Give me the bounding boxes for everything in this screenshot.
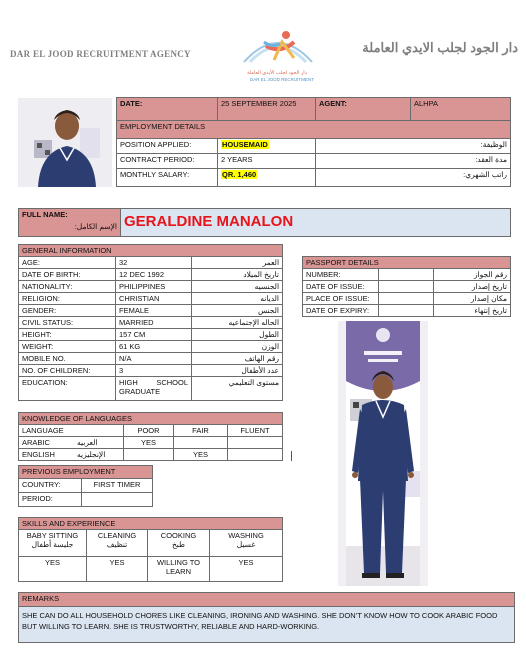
salary-value: QR. 1,460 bbox=[218, 169, 316, 187]
contract-value: 2 YEARS bbox=[218, 154, 316, 169]
info-value: 61 KG bbox=[116, 341, 192, 353]
passport-value bbox=[379, 305, 434, 317]
agency-name-ar: دار الجود لجلب الايدي العاملة bbox=[362, 40, 518, 55]
general-info-table bbox=[18, 244, 283, 401]
agent-value: ALHPA bbox=[411, 98, 511, 121]
skill-header: CLEANING تنظيف bbox=[87, 530, 148, 557]
info-label-ar: الوزن bbox=[192, 341, 283, 353]
info-label-ar: العمر bbox=[192, 257, 283, 269]
info-value: MARRIED bbox=[116, 317, 192, 329]
skill-header: COOKING طبخ bbox=[148, 530, 210, 557]
info-label: CIVIL STATUS: bbox=[19, 317, 116, 329]
period-label: PERIOD: bbox=[19, 493, 82, 507]
remarks-text: SHE CAN DO ALL HOUSEHOLD CHORES LIKE CLEANING, IRONING AND WASHING. SHE DON’T KNOW HOW TO COOK ARABIC FOOD BUT WILLING TO LEARN. SHE IS TRUSTWORTHY, RELIABLE AND HARD-WORKING. bbox=[19, 607, 515, 643]
logo-caption-ar: دار الجود لجلب الأيدي العاملة bbox=[247, 70, 307, 76]
passport-label: PLACE OF ISSUE: bbox=[303, 293, 379, 305]
full-name-label: FULL NAME: الإسم الكامل: bbox=[19, 209, 121, 237]
info-label: NO. OF CHILDREN: bbox=[19, 365, 116, 377]
info-value: FEMALE bbox=[116, 305, 192, 317]
info-value: PHILIPPINES bbox=[116, 281, 192, 293]
skill-header: BABY SITTING جليسة أطفال bbox=[19, 530, 87, 557]
agent-label: AGENT: bbox=[316, 98, 411, 121]
general-info-title: GENERAL INFORMATION bbox=[19, 245, 283, 257]
passport-value bbox=[379, 293, 434, 305]
info-label-ar: الجنس bbox=[192, 305, 283, 317]
country-value: FIRST TIMER bbox=[82, 479, 153, 493]
passport-label-ar: مكان إصدار bbox=[434, 293, 511, 305]
info-value: 32 bbox=[116, 257, 192, 269]
info-value: HIGH SCHOOL GRADUATE bbox=[116, 377, 192, 401]
date-value: 25 SEPTEMBER 2025 bbox=[218, 98, 316, 121]
position-label-ar: الوظيفة: bbox=[316, 139, 511, 154]
language-fair bbox=[174, 437, 228, 449]
date-label: DATE: bbox=[117, 98, 218, 121]
language-poor: YES bbox=[124, 437, 174, 449]
language-fair: YES bbox=[174, 449, 228, 461]
passport-title: PASSPORT DETAILS bbox=[303, 257, 511, 269]
language-name: ARABIC العربيه bbox=[19, 437, 124, 449]
language-header: FLUENT bbox=[228, 425, 283, 437]
passport-label-ar: تاريخ إصدار bbox=[434, 281, 511, 293]
info-label: AGE: bbox=[19, 257, 116, 269]
language-header: FAIR bbox=[174, 425, 228, 437]
info-label-ar: تاريخ الميلاد bbox=[192, 269, 283, 281]
skill-value: YES bbox=[19, 557, 87, 582]
salary-label-ar: راتب الشهري: bbox=[316, 169, 511, 187]
period-value bbox=[82, 493, 153, 507]
language-header: POOR bbox=[124, 425, 174, 437]
info-label-ar: الطول bbox=[192, 329, 283, 341]
remarks-table bbox=[18, 592, 515, 643]
info-label-ar: الجنسيه bbox=[192, 281, 283, 293]
languages-table bbox=[18, 412, 283, 461]
contract-label: CONTRACT PERIOD: bbox=[117, 154, 218, 169]
applicant-full-body-photo bbox=[338, 321, 428, 586]
language-fluent bbox=[228, 437, 283, 449]
language-header: LANGUAGE bbox=[19, 425, 124, 437]
full-name-table bbox=[18, 208, 511, 237]
info-value: CHRISTIAN bbox=[116, 293, 192, 305]
info-label-ar: عدد الأطفال bbox=[192, 365, 283, 377]
position-value: HOUSEMAID bbox=[218, 139, 316, 154]
language-poor bbox=[124, 449, 174, 461]
contract-label-ar: مدة العقد: bbox=[316, 154, 511, 169]
passport-label-ar: تاريخ إنتهاء bbox=[434, 305, 511, 317]
employment-details-title: EMPLOYMENT DETAILS bbox=[117, 121, 511, 139]
skill-value: YES bbox=[210, 557, 283, 582]
full-name-value: GERALDINE MANALON bbox=[121, 209, 511, 237]
passport-label: DATE OF EXPIRY: bbox=[303, 305, 379, 317]
info-value: 3 bbox=[116, 365, 192, 377]
applicant-headshot-photo bbox=[18, 98, 112, 187]
passport-label-ar: رقم الجواز bbox=[434, 269, 511, 281]
skills-table bbox=[18, 517, 283, 582]
language-fluent bbox=[228, 449, 283, 461]
info-value: N/A bbox=[116, 353, 192, 365]
country-label: COUNTRY: bbox=[19, 479, 82, 493]
agency-name-en: DAR EL JOOD RECRUITMENT AGENCY bbox=[10, 49, 191, 59]
info-label: GENDER: bbox=[19, 305, 116, 317]
remarks-title: REMARKS bbox=[19, 593, 515, 607]
info-value: 12 DEC 1992 bbox=[116, 269, 192, 281]
skill-header: WASHING غسيل bbox=[210, 530, 283, 557]
skills-title: SKILLS AND EXPERIENCE bbox=[19, 518, 283, 530]
info-label: DATE OF BIRTH: bbox=[19, 269, 116, 281]
info-label: NATIONALITY: bbox=[19, 281, 116, 293]
position-label: POSITION APPLIED: bbox=[117, 139, 218, 154]
info-label-ar: الديانه bbox=[192, 293, 283, 305]
passport-value bbox=[379, 281, 434, 293]
languages-title: KNOWLEDGE OF LANGUAGES bbox=[19, 413, 283, 425]
language-name: ENGLISH الإنجليزيه bbox=[19, 449, 124, 461]
skill-value: WILLING TO LEARN bbox=[148, 557, 210, 582]
passport-value bbox=[379, 269, 434, 281]
previous-employment-title: PREVIOUS EMPLOYMENT bbox=[19, 466, 153, 479]
info-label-ar: الحاله الإجتماعيه bbox=[192, 317, 283, 329]
info-label-ar: رقم الهاتف bbox=[192, 353, 283, 365]
logo-caption-en: DAR EL JOOD RECRUITMENT bbox=[250, 77, 314, 82]
info-label-ar: مستوى التعليمي bbox=[192, 377, 283, 401]
info-label: HEIGHT: bbox=[19, 329, 116, 341]
salary-label: MONTHLY SALARY: bbox=[117, 169, 218, 187]
skill-value: YES bbox=[87, 557, 148, 582]
page-marker bbox=[291, 451, 292, 461]
previous-employment-table bbox=[18, 465, 153, 507]
info-label: EDUCATION: bbox=[19, 377, 116, 401]
info-label: WEIGHT: bbox=[19, 341, 116, 353]
passport-table bbox=[302, 256, 511, 317]
employment-table bbox=[116, 97, 511, 187]
info-label: RELIGION: bbox=[19, 293, 116, 305]
passport-label: NUMBER: bbox=[303, 269, 379, 281]
info-label: MOBILE NO. bbox=[19, 353, 116, 365]
info-value: 157 CM bbox=[116, 329, 192, 341]
passport-label: DATE OF ISSUE: bbox=[303, 281, 379, 293]
